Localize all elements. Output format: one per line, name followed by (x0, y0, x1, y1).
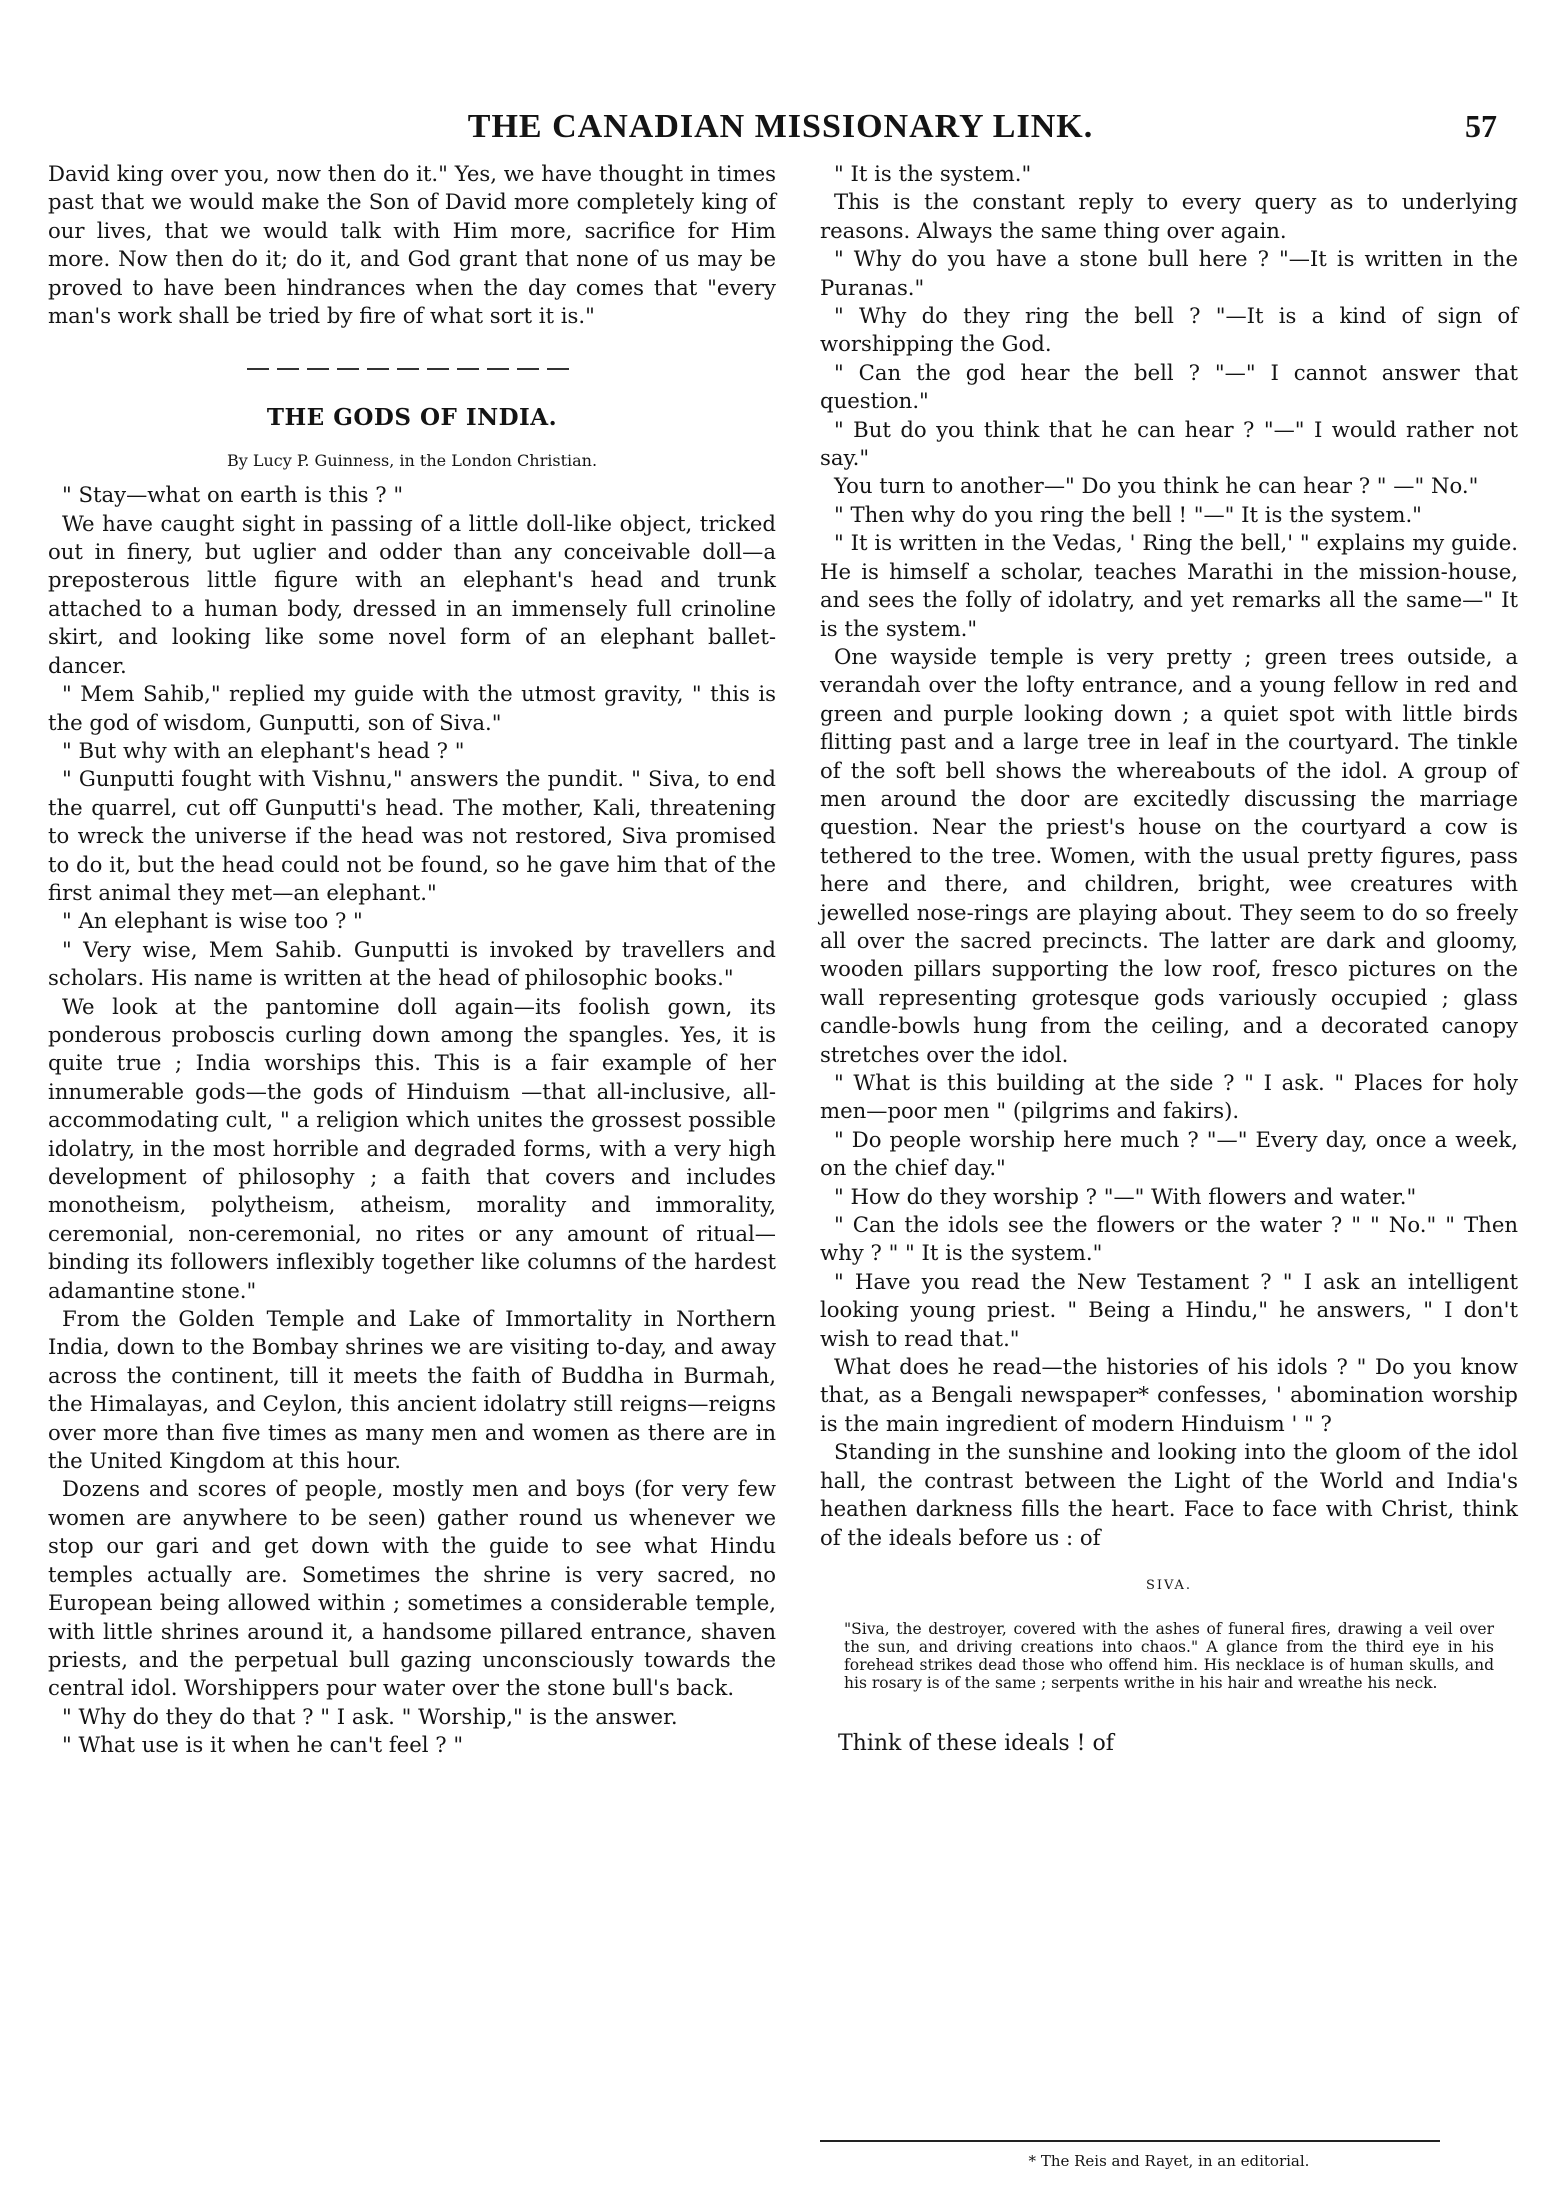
paragraph: " Why do they do that ? " I ask. " Worship," is the answer. (62, 1703, 678, 1729)
paragraph: You turn to another—" Do you think he can hear ? " —" No." (834, 473, 1479, 499)
running-head (0, 108, 1561, 148)
right-column (820, 160, 1518, 1759)
footnote-rule (820, 2140, 1440, 2142)
preceding-article-text: David king over you, now then do it." Yes, we have thought in times past that we would make the Son of David more completely king of our lives, that we would talk with Him more, sacrifice for Him more. Now then do it; do it, and God grant that none of us may be proved to have been hindrances when the day comes that "every man's work shall be tried by fire of what sort it is." (48, 161, 776, 329)
paragraph: " It is written in the Vedas, ' Ring the bell,' " explains my guide. He is himself a scholar, teaches Marathi in the mission-house, and sees the folly of idolatry, and yet remarks all the same—" It is the system." (820, 530, 1518, 641)
left-column (48, 160, 776, 1760)
paragraph: From the Golden Temple and Lake of Immortality in Northern India, down to the Bombay shrines we are visiting to-day, and away across the continent, till it meets the faith of Buddha in Burmah, the Himalayas, and Ceylon, this ancient idolatry still reigns—reigns over more than five times as many men and women as there are in the United Kingdom at this hour. (48, 1306, 776, 1474)
footnote: * The Reis and Rayet, in an editorial. (1028, 2152, 1310, 2170)
paragraph: " Have you read the New Testament ? " I ask an intelligent looking young priest. " Being a Hindu," he answers, " I don't wish to read that." (820, 1268, 1518, 1351)
paragraph: " Gunputti fought with Vishnu," answers the pundit. " Siva, to end the quarrel, cut off Gunputti's head. The mother, Kali, threatening to wreck the universe if the head was not restored, Siva promised to do it, but the head could not be found, so he gave him that of the first animal they met—an elephant." (48, 766, 776, 905)
paragraph: " Why do they ring the bell ? "—It is a kind of sign of worshipping the God. (820, 303, 1518, 357)
byline: By Lucy P. Guinness, in the London Christian. (226, 450, 598, 470)
article-title: THE GODS OF INDIA. (266, 404, 558, 432)
paragraph: " Stay—what on earth is this ? " (62, 482, 404, 508)
siva-heading: SIVA. (1145, 1577, 1193, 1593)
paragraph: " Can the idols see the flowers or the water ? " " No." " Then why ? " " It is the system." (820, 1212, 1518, 1266)
paragraph: " Why do you have a stone bull here ? "—It is written in the Puranas." (820, 246, 1518, 300)
paragraph: We look at the pantomine doll again—its foolish gown, its ponderous proboscis curling down among the spangles. Yes, it is quite true ; India worships this. This is a fair example of her innumerable gods—the gods of Hinduism —that all-inclusive, all-accommodating cult, " a religion which unites the grossest possible idolatry, in the most horrible and degraded forms, with a very high development of philosophy ; a faith that covers and includes monotheism, polytheism, atheism, morality and immorality, ceremonial, non-ceremonial, no rites or any amount of ritual—binding its followers inflexibly together like columns of the hardest adamantine stone." (48, 993, 776, 1303)
paragraph: " How do they worship ? "—" With flowers and water." (834, 1183, 1417, 1209)
paragraph: " It is the system." (834, 161, 1032, 186)
closing-line: Think of these ideals ! of (838, 1731, 1114, 1757)
paragraph: What does he read—the histories of his idols ? " Do you know that, as a Bengali newspaper* confesses, ' abomination worship is the main ingredient of modern Hinduism ' " ? (820, 1354, 1518, 1436)
paragraph: Standing in the sunshine and looking into the gloom of the idol hall, the contrast between the Light of the World and India's heathen darkness fills the heart. Face to face with Christ, think of the ideals before us : of (820, 1439, 1518, 1550)
paragraph: " What is this building at the side ? " I ask. " Places for holy men—poor men " (pilgrims and fakirs). (820, 1070, 1518, 1124)
paragraph: " Very wise, Mem Sahib. Gunputti is invoked by travellers and scholars. His name is written at the head of philosophic books." (48, 936, 776, 991)
paragraph: " Mem Sahib," replied my guide with the utmost gravity, " this is the god of wisdom, Gunputti, son of Siva." (48, 681, 776, 735)
siva-quote: "Siva, the destroyer, covered with the ashes of funeral fires, drawing a veil over the sun, and driving creations into chaos." A glance from the third eye in his forehead strikes dead those who offend him. His necklace is of human skulls, and his rosary is of the same ; serpents writhe in his hair and wreathe his neck. (844, 1620, 1494, 1693)
paragraph: " Then why do you ring the bell ! "—" It is the system." (834, 501, 1422, 527)
paragraph: One wayside temple is very pretty ; green trees outside, a verandah over the lofty entrance, and a young fellow in red and green and purple looking down ; a quiet spot with little birds flitting past and a large tree in leaf in the courtyard. The tinkle of the soft bell shows the whereabouts of the idol. A group of men around the door are excitedly discussing the marriage question. Near the priest's house on the courtyard a cow is tethered to the tree. Women, with the usual pretty figures, pass here and there, and children, bright, wee creatures with jewelled nose-rings are playing about. They seem to do so freely all over the sacred precincts. The latter are dark and gloomy, wooden pillars supporting the low roof, fresco pictures on the wall representing grotesque gods variously occupied ; glass candle-bowls hung from the ceiling, and a decorated canopy stretches over the idol. (820, 643, 1518, 1067)
section-divider (247, 368, 577, 370)
paragraph: Dozens and scores of people, mostly men and boys (for very few women are anywhere to be seen) gather round us whenever we stop our gari and get down with the guide to see what Hindu temples actually are. Sometimes the shrine is very sacred, no European being allowed within ; sometimes a considerable temple, with little shrines around it, a handsome pillared entrance, shaven priests, and the perpetual bull gazing unconsciously towards the central idol. Worshippers pour water over the stone bull's back. (48, 1476, 776, 1701)
paragraph: We have caught sight in passing of a little doll-like object, tricked out in finery, but uglier and odder than any conceivable doll—a preposterous little figure with an elephant's head and trunk attached to a human body, dressed in an immensely full crinoline skirt, and looking like some novel form of an elephant ballet-dancer. (48, 510, 776, 678)
paragraph: " What use is it when he can't feel ? " (62, 1732, 464, 1758)
paragraph: " But do you think that he can hear ? "—" I would rather not say." (820, 416, 1518, 471)
journal-title: THE CANADIAN MISSIONARY LINK. (467, 108, 1094, 145)
paragraph: " Can the god hear the bell ? "—" I cannot answer that question." (820, 359, 1518, 414)
paragraph: This is the constant reply to every query as to underlying reasons. Always the same thing over again. (820, 189, 1518, 243)
page-number: 57 (1465, 108, 1497, 144)
paragraph: " Do people worship here much ? "—" Every day, once a week, on the chief day." (820, 1126, 1518, 1181)
paragraph: " But why with an elephant's head ? " (62, 737, 465, 763)
paragraph: " An elephant is wise too ? " (62, 908, 363, 934)
